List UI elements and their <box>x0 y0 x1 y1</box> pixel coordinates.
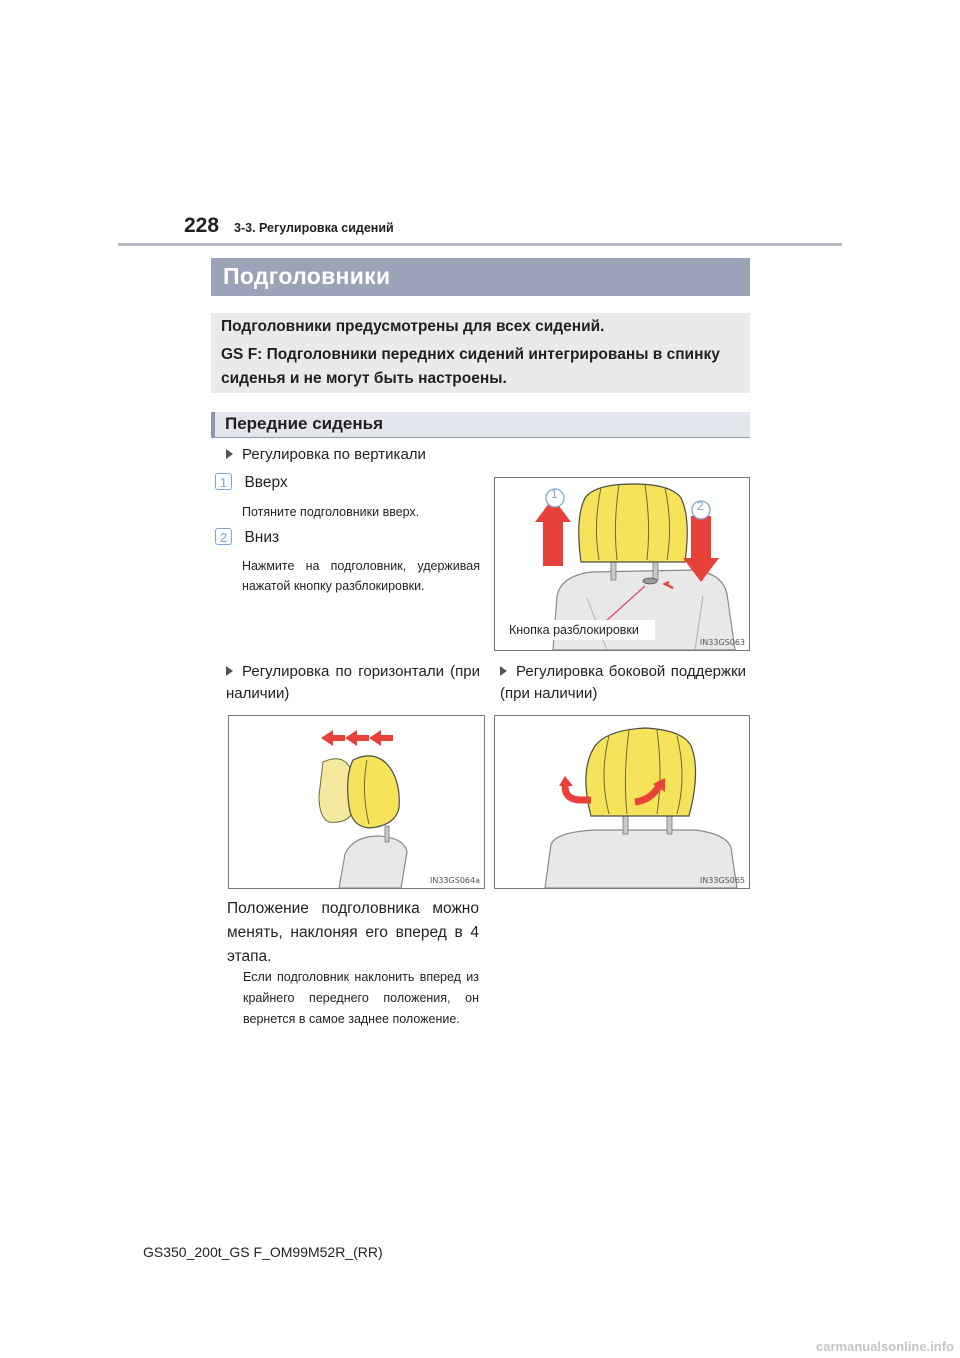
seat-back <box>339 836 407 888</box>
page-number: 228 <box>184 214 220 237</box>
headrest <box>348 756 400 828</box>
item-title-down: Вниз <box>244 529 280 546</box>
vertical-item-up <box>215 473 485 492</box>
horizontal-heading-text: Регулировка по горизонтали (при наличии) <box>226 663 480 702</box>
title-bar <box>211 258 750 296</box>
bullet-triangle-icon <box>226 666 233 676</box>
figure-side-support <box>494 715 750 889</box>
item-text-up: Потяните подголовники вверх. <box>242 505 420 519</box>
notice-line-2: GS F: Подголовники передних сидений интегрированы в спинку сиденья и не могут быть настроены. <box>221 346 720 387</box>
item-text-down: Нажмите на подголовник, удерживая нажатой кнопку разблокировки. <box>242 559 480 593</box>
figure-code-vertical: IN33GS063 <box>699 638 745 647</box>
watermark: carmanualsonline.info <box>816 1339 954 1354</box>
arrow-up-icon <box>535 498 571 566</box>
horizontal-heading <box>226 661 480 705</box>
bullet-triangle-icon <box>500 666 507 676</box>
figure-marker-1: 1 <box>551 487 558 501</box>
arrow-left-icon <box>321 730 345 746</box>
horizontal-text-main: Положение подголовника можно менять, наклоняя его вперед в 4 этапа. <box>227 900 479 965</box>
figure-horizontal <box>228 715 485 889</box>
subsection-title: Передние сиденья <box>225 414 383 433</box>
notice-box <box>211 313 750 393</box>
header-rule <box>118 243 842 246</box>
figure-marker-2: 2 <box>697 499 704 513</box>
notice-line-1: Подголовники предусмотрены для всех сидений. <box>221 318 605 335</box>
figure-vertical <box>494 477 750 651</box>
bullet-triangle-icon <box>226 449 233 459</box>
release-button <box>643 578 657 584</box>
subsection-bar <box>211 412 750 438</box>
vertical-item-down <box>215 528 485 547</box>
figure-horizontal-illustration <box>229 716 484 888</box>
figure-code-side-support: IN33GS065 <box>699 876 745 885</box>
item-number-2: 2 <box>215 528 232 545</box>
section-label: 3-3. Регулировка сидений <box>234 221 394 235</box>
item-title-up: Вверх <box>244 474 288 491</box>
arrow-left-icon <box>369 730 393 746</box>
release-button-callout: Кнопка разблокировки <box>509 623 639 637</box>
figure-side-support-illustration <box>495 716 749 888</box>
side-support-heading-text: Регулировка боковой поддержки (при наличии) <box>500 663 746 702</box>
vertical-heading <box>226 444 426 466</box>
headrest <box>579 484 688 562</box>
arrow-left-icon <box>345 730 369 746</box>
document-code-footer: GS350_200t_GS F_OM99M52R_(RR) <box>143 1244 383 1260</box>
figure-code-horizontal: IN33GS064a <box>430 876 480 885</box>
side-support-heading <box>500 661 746 705</box>
page-title: Подголовники <box>223 263 391 289</box>
item-number-1: 1 <box>215 473 232 490</box>
vertical-heading-text: Регулировка по вертикали <box>242 446 426 463</box>
horizontal-text-note: Если подголовник наклонить вперед из крайнего переднего положения, он вернется в самое заднее положение. <box>243 970 479 1026</box>
